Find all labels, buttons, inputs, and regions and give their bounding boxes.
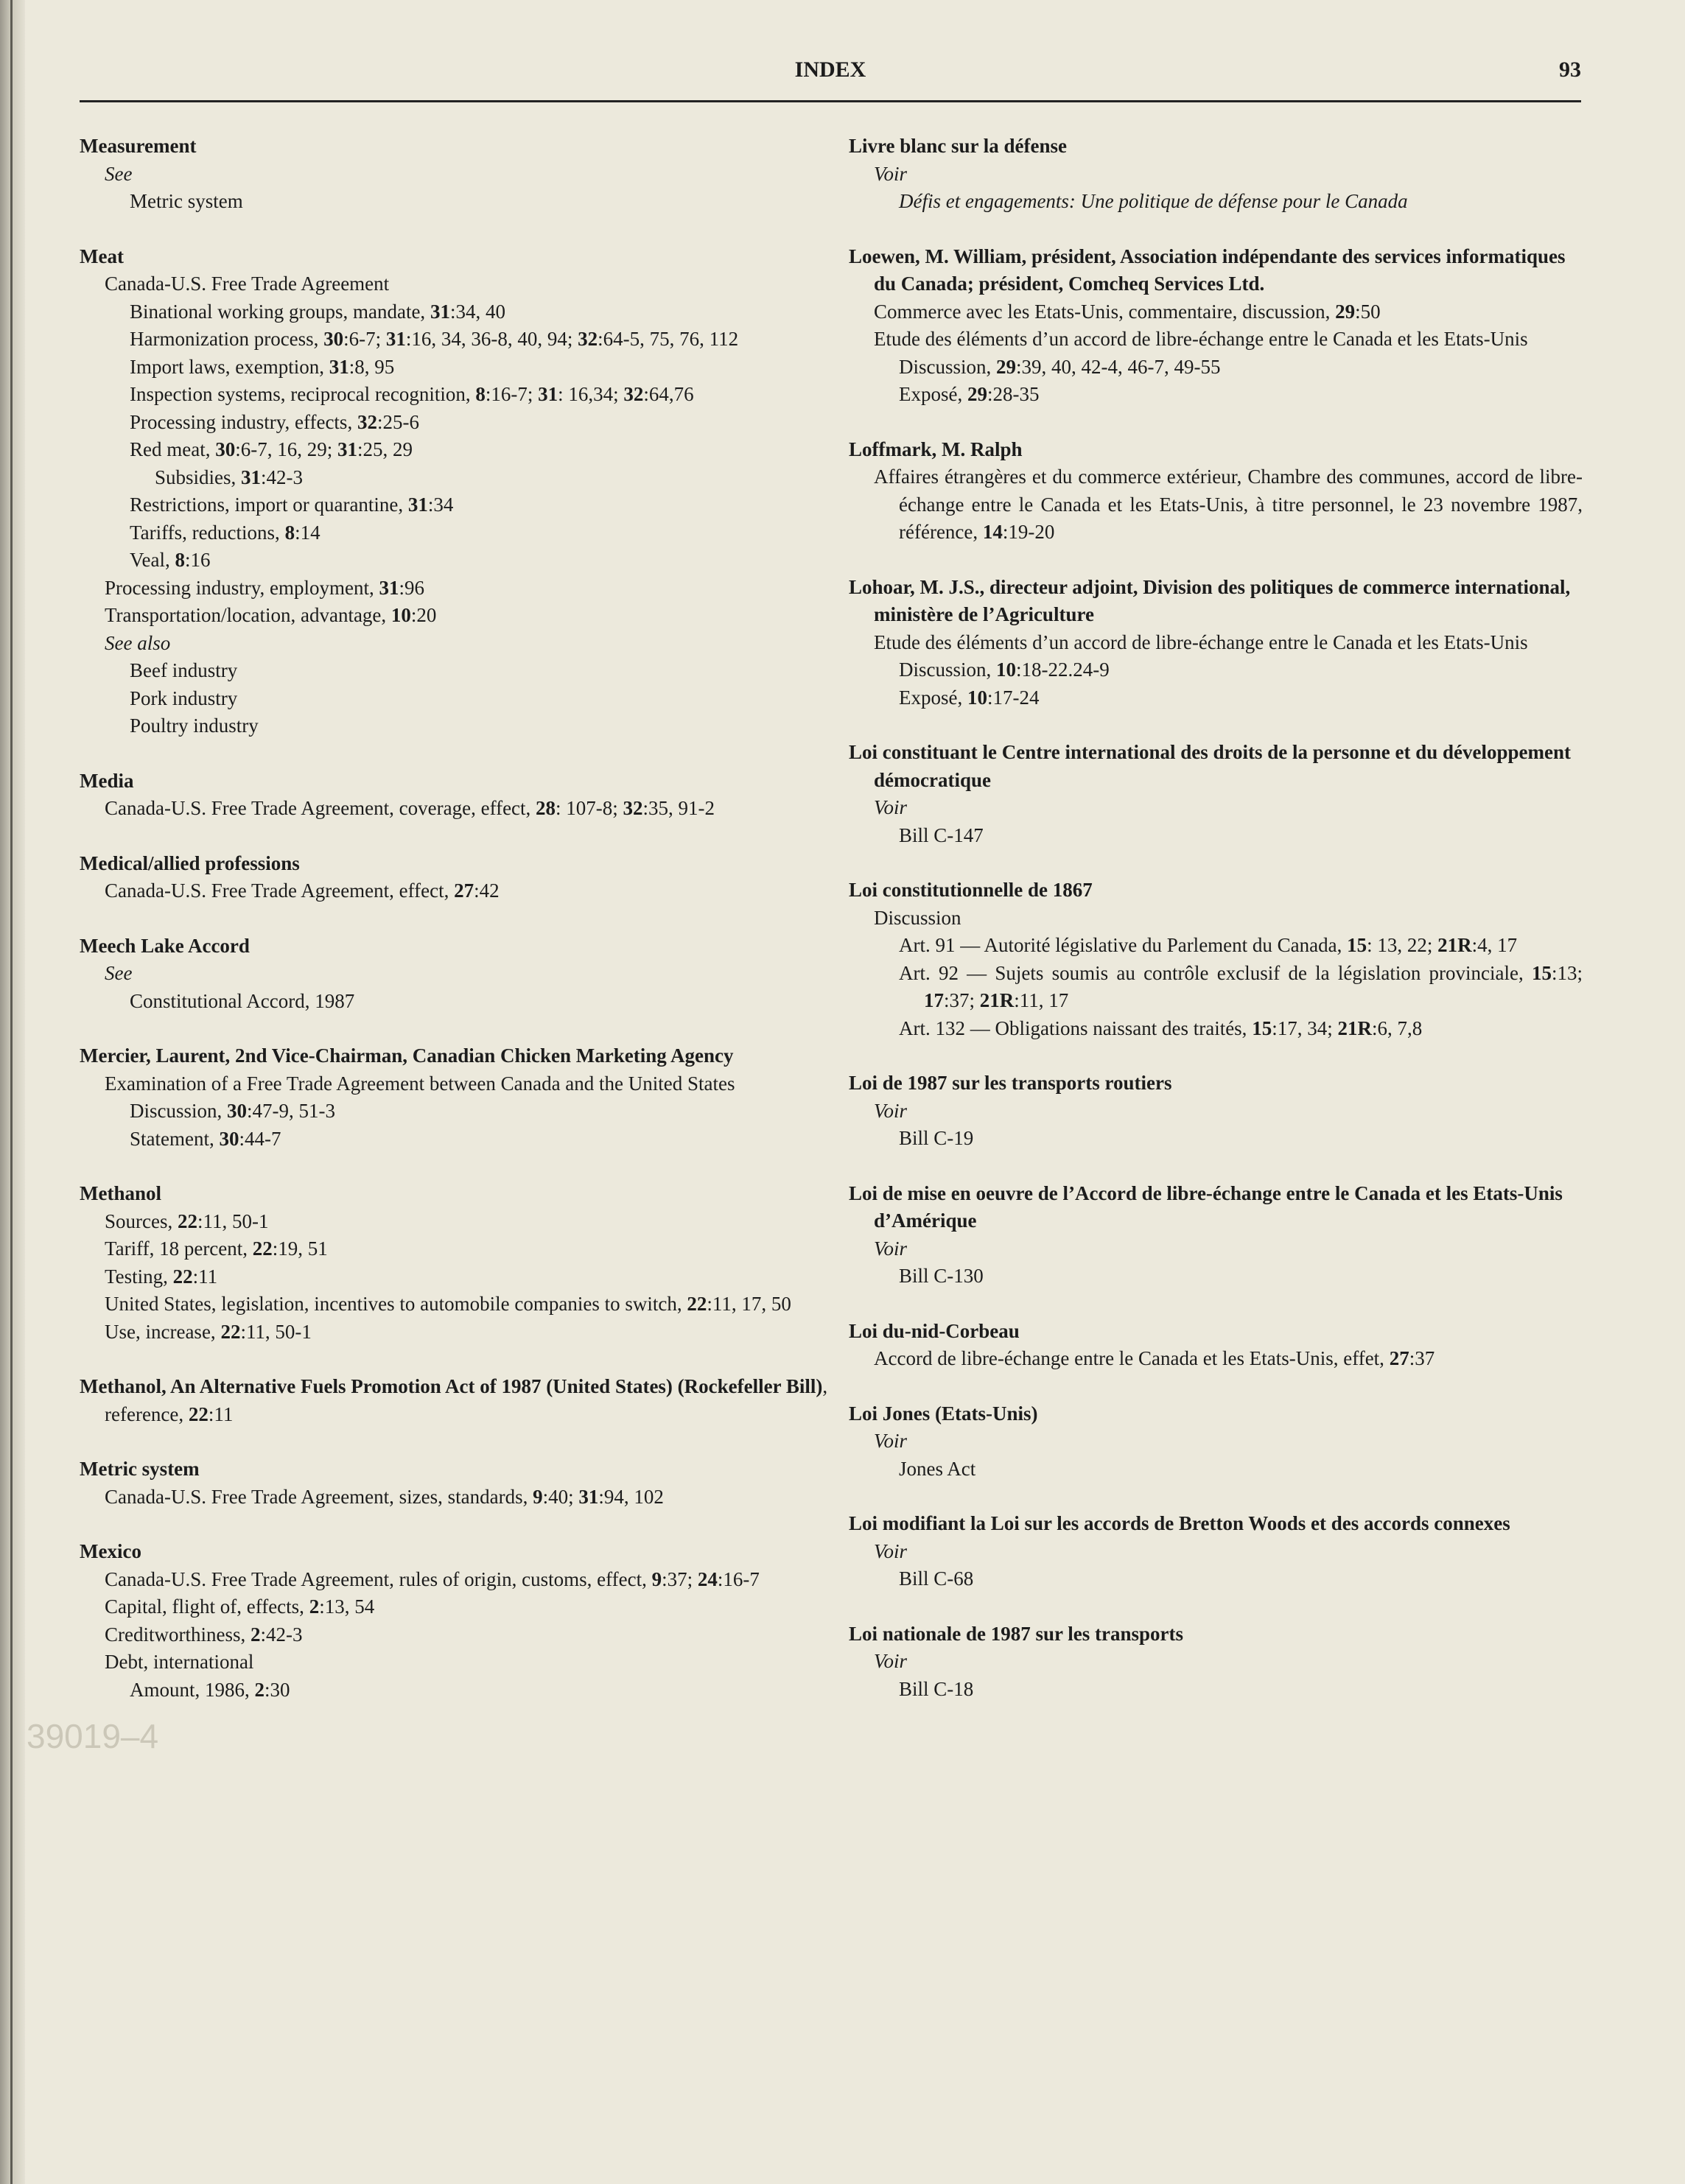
cross-reference-label: Voir: [874, 1539, 908, 1562]
index-subentry: Art. 91 — Autorité législative du Parlement du Canada, 15: 13, 22; 21R:4, 17: [899, 934, 1518, 956]
index-subentry: Accord de libre-échange entre le Canada et les Etats-Unis, effet, 27:37: [874, 1347, 1435, 1369]
index-entry-heading: Meat: [80, 245, 124, 267]
index-subentry: Discussion, 10:18-22.24-9: [899, 659, 1110, 681]
index-entry-heading: Loewen, M. William, président, Association indépendante des services informatiques du Canada; président, Comcheq Services Ltd.: [849, 245, 1566, 295]
index-subentry: Sources, 22:11, 50-1: [105, 1209, 269, 1232]
index-entry: [849, 1180, 1583, 1291]
index-entry-heading: Loi du-nid-Corbeau: [849, 1319, 1020, 1342]
index-entry: [80, 1042, 853, 1153]
index-subentry: Inspection systems, reciprocal recognition, 8:16-7; 31: 16,34; 32:64,76: [130, 383, 694, 405]
index-subentry: Bill C-147: [899, 824, 984, 846]
index-subentry: Tariff, 18 percent, 22:19, 51: [105, 1237, 328, 1260]
book-spine-line: [10, 0, 13, 2184]
index-subentry: Bill C-68: [899, 1567, 974, 1590]
index-entry: [849, 243, 1583, 409]
cross-reference-label: Voir: [874, 162, 908, 185]
index-subentry: Metric system: [130, 190, 243, 212]
index-column-left: [80, 133, 853, 1731]
index-entry-heading: Metric system: [80, 1458, 200, 1480]
index-subentry: Restrictions, import or quarantine, 31:34: [130, 494, 454, 516]
index-subentry: Bill C-18: [899, 1677, 974, 1700]
book-spine-shadow: [0, 0, 25, 2184]
index-entry-heading: Loi constitutionnelle de 1867: [849, 879, 1093, 901]
index-entry-heading: Measurement: [80, 135, 197, 157]
index-entry-heading: Media: [80, 769, 134, 792]
cross-reference-label: Défis et engagements: Une politique de défense pour le Canada: [899, 190, 1408, 212]
index-entry: [80, 933, 853, 1016]
index-subentry: Subsidies, 31:42-3: [155, 466, 304, 488]
cross-reference-label: See: [105, 162, 133, 185]
index-subentry: Pork industry: [130, 687, 238, 709]
cross-reference-label: Voir: [874, 1237, 908, 1260]
index-subentry: Beef industry: [130, 659, 238, 681]
index-subentry: Creditworthiness, 2:42-3: [105, 1623, 303, 1646]
bleed-through-text: 39019–4: [27, 1717, 159, 1755]
index-subentry: Use, increase, 22:11, 50-1: [105, 1320, 312, 1343]
index-entry: [80, 1180, 853, 1346]
index-entry-heading: Meech Lake Accord: [80, 934, 250, 957]
index-entry: [849, 1510, 1583, 1593]
index-entry: [80, 1373, 853, 1428]
index-subentry: Art. 132 — Obligations naissant des traités, 15:17, 34; 21R:6, 7,8: [899, 1016, 1423, 1039]
index-subentry: Processing industry, employment, 31:96: [105, 576, 424, 599]
index-entry-heading: Lohoar, M. J.S., directeur adjoint, Division des politiques de commerce international, ministère de l’Agriculture: [849, 575, 1571, 625]
index-subentry: Commerce avec les Etats-Unis, commentaire, discussion, 29:50: [874, 300, 1381, 323]
index-subentry: Etude des éléments d’un accord de libre-échange entre le Canada et les Etats-Unis: [874, 631, 1528, 653]
index-subentry: Canada-U.S. Free Trade Agreement, sizes, standards, 9:40; 31:94, 102: [105, 1485, 664, 1508]
page-title: INDEX: [794, 57, 866, 82]
index-entry-heading: Loi nationale de 1987 sur les transports: [849, 1622, 1184, 1645]
index-subentry: Canada-U.S. Free Trade Agreement, effect, 27:42: [105, 879, 500, 902]
index-entry: [80, 243, 853, 740]
index-subentry: Red meat, 30:6-7, 16, 29; 31:25, 29: [130, 438, 413, 460]
page-header: [80, 57, 1581, 90]
index-entry: [849, 1070, 1583, 1153]
index-entry: [849, 574, 1583, 712]
cross-reference-label: Voir: [874, 1099, 908, 1122]
index-entry: [849, 1621, 1583, 1704]
index-subentry: Exposé, 10:17-24: [899, 686, 1040, 709]
index-column-right: [849, 133, 1583, 1730]
index-subentry: Amount, 1986, 2:30: [130, 1678, 290, 1701]
index-subentry: Affaires étrangères et du commerce extérieur, Chambre des communes, accord de libre-échange entre le Canada et les Etats-Unis, à titre personnel, le 23 novembre 1987, référence, 14:19-20: [874, 466, 1583, 543]
cross-reference-label: See: [105, 962, 133, 984]
index-entry: [80, 1538, 853, 1704]
index-subentry: Bill C-130: [899, 1265, 984, 1287]
index-entry: [80, 850, 853, 905]
cross-reference-label: Voir: [874, 1430, 908, 1452]
index-entry-heading: Loi modifiant la Loi sur les accords de Bretton Woods et des accords connexes: [849, 1512, 1510, 1534]
index-entry-heading: Mexico: [80, 1540, 141, 1562]
index-entry: [80, 768, 853, 823]
header-rule: [80, 100, 1581, 102]
index-subentry: Capital, flight of, effects, 2:13, 54: [105, 1595, 375, 1618]
index-subentry: Discussion, 30:47-9, 51-3: [130, 1100, 335, 1122]
index-entry-heading: Livre blanc sur la défense: [849, 135, 1068, 157]
index-subentry: United States, legislation, incentives to automobile companies to switch, 22:11, 17, 50: [105, 1293, 791, 1315]
index-entry: [849, 739, 1583, 849]
index-subentry: Discussion, 29:39, 40, 42-4, 46-7, 49-55: [899, 355, 1221, 378]
index-entry-heading: Loi Jones (Etats-Unis): [849, 1402, 1038, 1425]
index-entry-heading: Methanol: [80, 1182, 161, 1204]
index-entry-heading: Loi de 1987 sur les transports routiers: [849, 1072, 1172, 1094]
index-subentry: Art. 92 — Sujets soumis au contrôle exclusif de la législation provinciale, 15:13; 17:37; 21R:11, 17: [899, 961, 1583, 1011]
index-subentry: Exposé, 29:28-35: [899, 383, 1040, 405]
index-subentry: Testing, 22:11: [105, 1265, 218, 1288]
index-entry-heading: Medical/allied professions: [80, 852, 300, 874]
index-subentry: Etude des éléments d’un accord de libre-échange entre le Canada et les Etats-Unis: [874, 328, 1528, 350]
index-entry: [80, 133, 853, 216]
index-subentry: Import laws, exemption, 31:8, 95: [130, 355, 395, 378]
index-entry: [849, 877, 1583, 1042]
index-subentry: Tariffs, reductions, 8:14: [130, 521, 320, 544]
index-entry-heading: Loi de mise en oeuvre de l’Accord de libre-échange entre le Canada et les Etats-Unis d’Amérique: [849, 1181, 1563, 1232]
index-subentry: Discussion: [874, 906, 961, 929]
cross-reference-label: See also: [105, 631, 171, 654]
cross-reference-label: Voir: [874, 1650, 908, 1672]
index-subentry: Constitutional Accord, 1987: [130, 989, 355, 1012]
index-entry-heading: Methanol, An Alternative Fuels Promotion Act of 1987 (United States) (Rockefeller Bill), reference, 22:11: [80, 1375, 828, 1425]
index-subentry: Processing industry, effects, 32:25-6: [130, 410, 419, 433]
page-number: 93: [1559, 57, 1581, 82]
index-subentry: Examination of a Free Trade Agreement between Canada and the United States: [105, 1072, 735, 1095]
index-subentry: Binational working groups, mandate, 31:34, 40: [130, 300, 505, 323]
index-entry: [849, 1318, 1583, 1373]
index-entry: [849, 1400, 1583, 1483]
index-subentry: Canada-U.S. Free Trade Agreement, rules of origin, customs, effect, 9:37; 24:16-7: [105, 1567, 760, 1590]
index-subentry: Harmonization process, 30:6-7; 31:16, 34, 36-8, 40, 94; 32:64-5, 75, 76, 112: [130, 328, 739, 350]
index-subentry: Bill C-19: [899, 1127, 974, 1149]
index-subentry: Canada-U.S. Free Trade Agreement, coverage, effect, 28: 107-8; 32:35, 91-2: [105, 797, 715, 819]
index-subentry: Canada-U.S. Free Trade Agreement: [105, 273, 390, 295]
index-subentry: Poultry industry: [130, 714, 259, 737]
index-entry-heading: Loffmark, M. Ralph: [849, 438, 1023, 460]
index-subentry: Transportation/location, advantage, 10:20: [105, 604, 437, 626]
index-entry: [80, 1456, 853, 1511]
index-subentry: Veal, 8:16: [130, 549, 211, 571]
index-entry-heading: Mercier, Laurent, 2nd Vice-Chairman, Canadian Chicken Marketing Agency: [80, 1044, 734, 1067]
index-entry-reference: , reference, 22:11: [105, 1375, 828, 1425]
index-subentry: Debt, international: [105, 1651, 254, 1673]
cross-reference-label: Voir: [874, 796, 908, 818]
index-entry-heading: Loi constituant le Centre international des droits de la personne et du développement démocratique: [849, 741, 1572, 791]
index-subentry: Statement, 30:44-7: [130, 1127, 281, 1150]
index-subentry: Jones Act: [899, 1457, 976, 1480]
index-entry: [849, 436, 1583, 547]
index-entry: [849, 133, 1583, 216]
